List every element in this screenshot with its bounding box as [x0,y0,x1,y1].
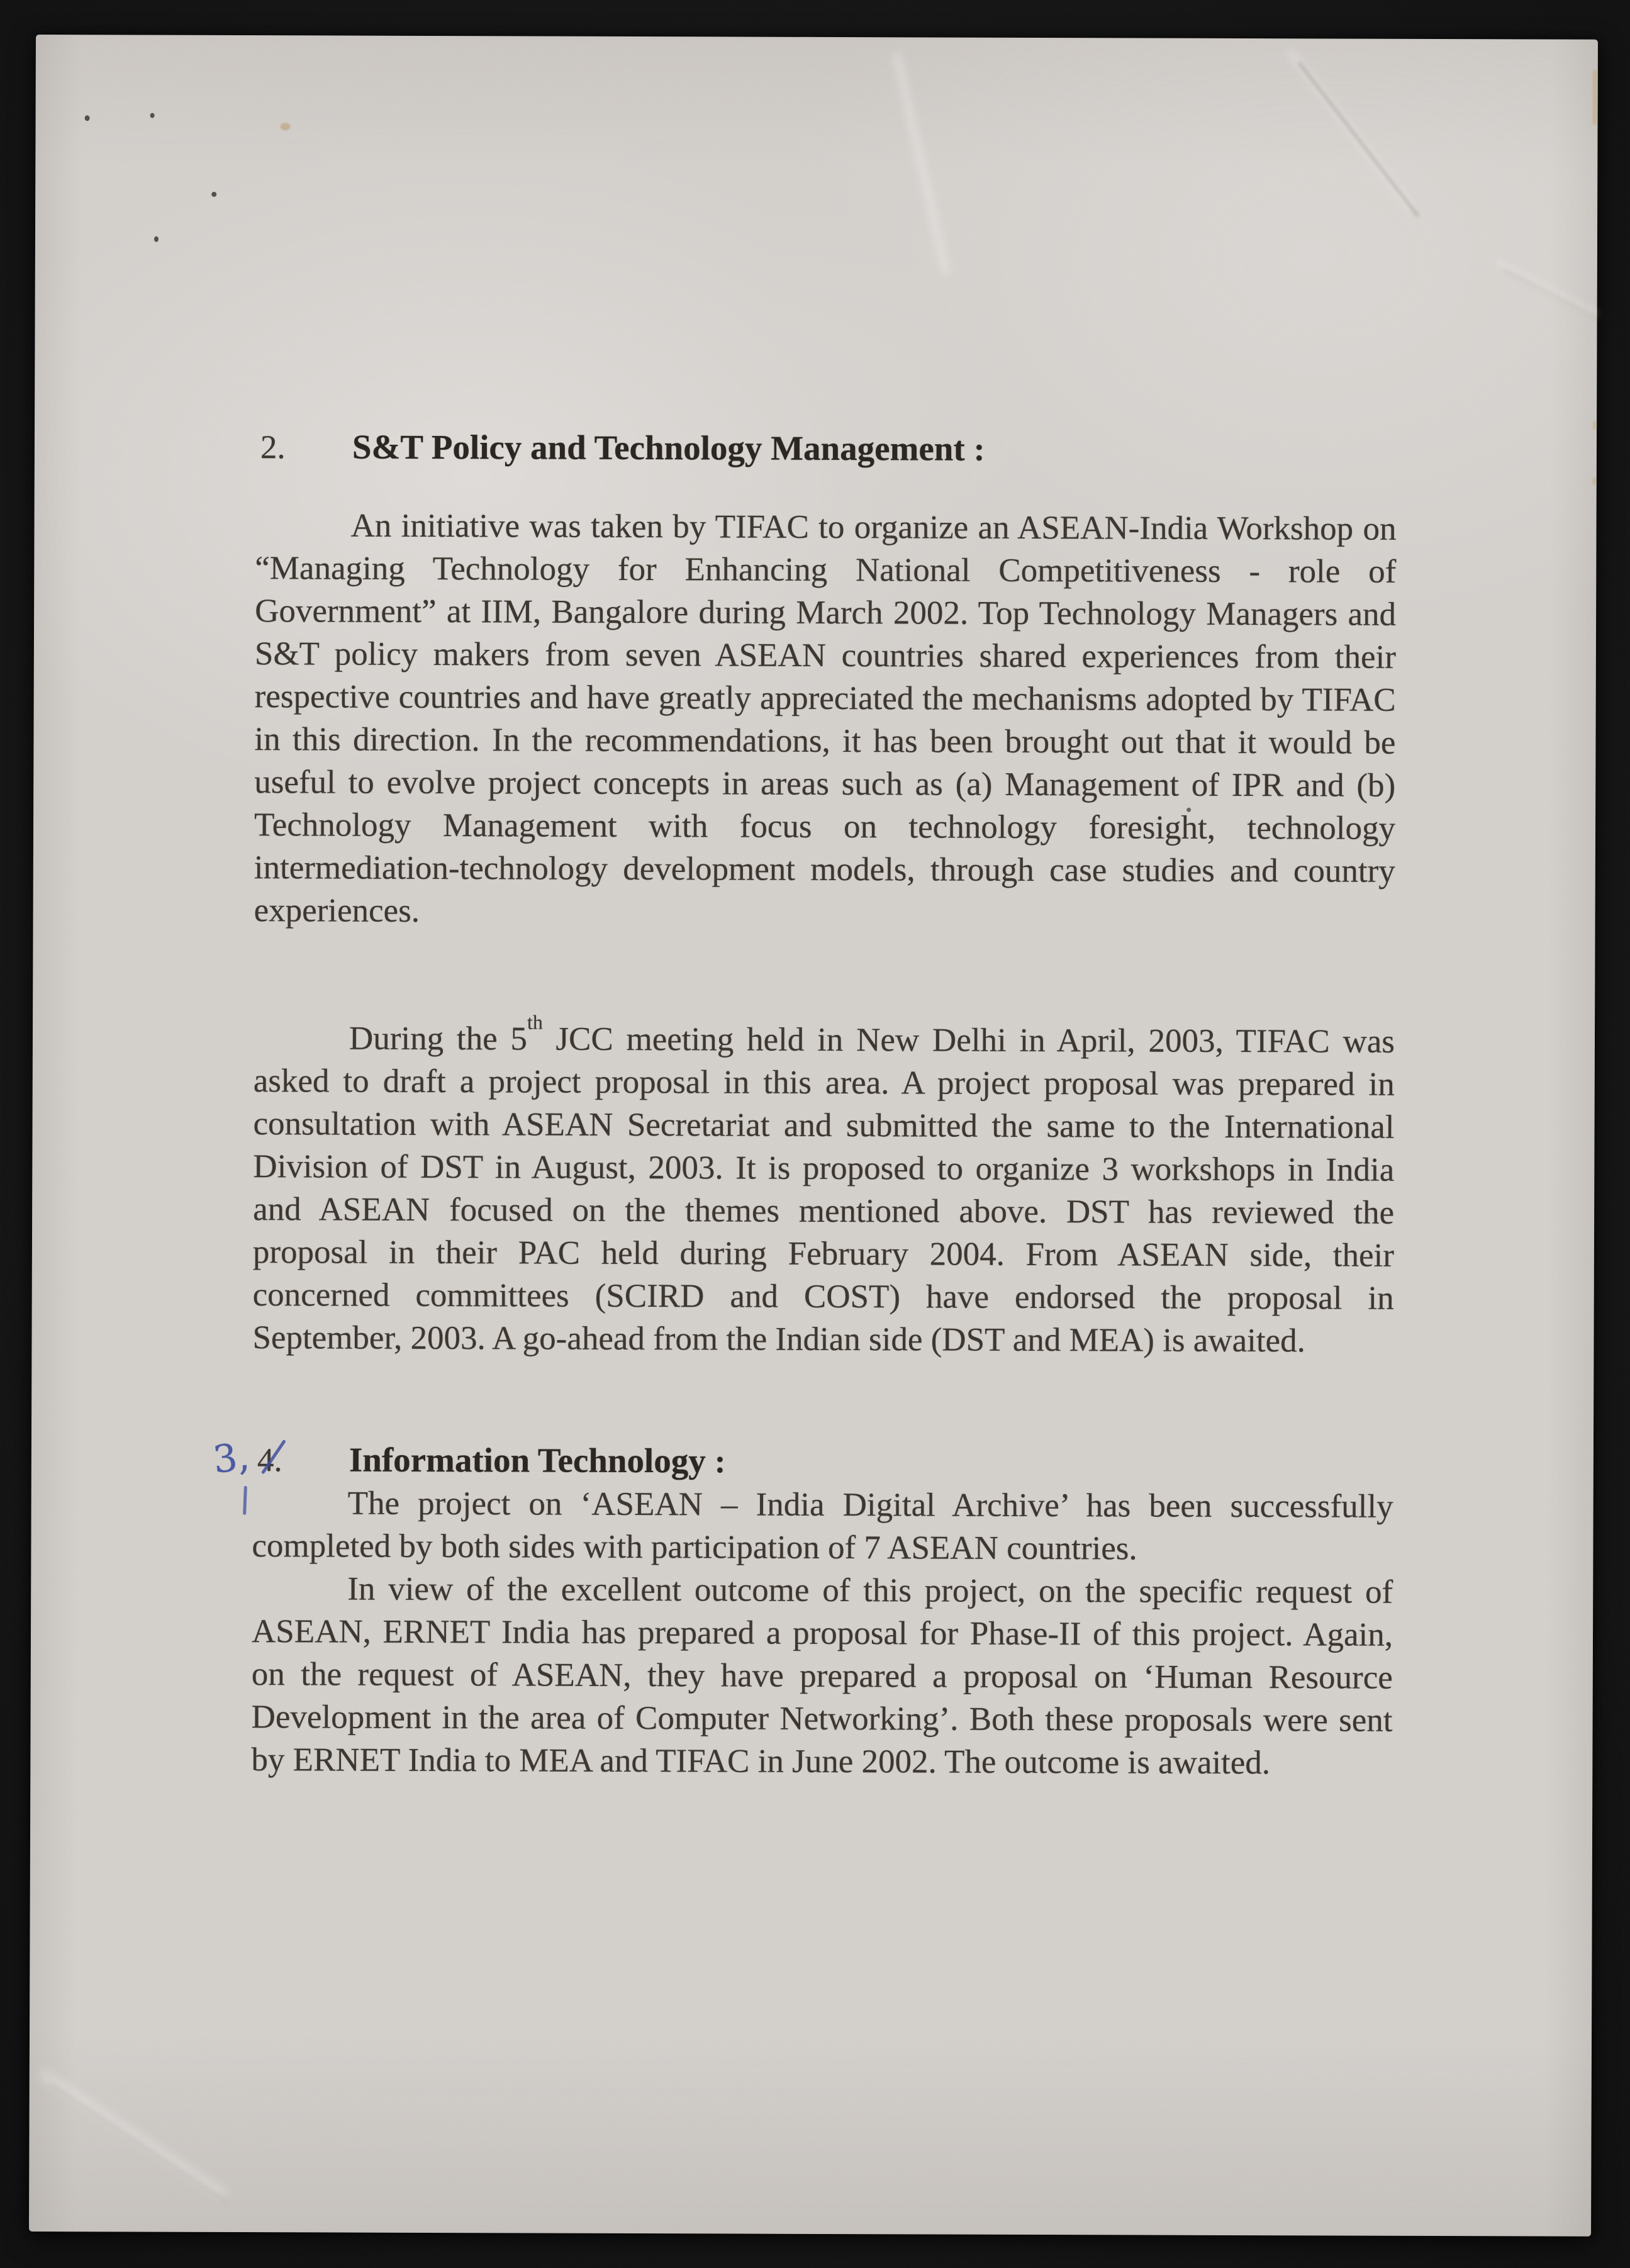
paper-texture [29,35,1598,2237]
document-page [29,35,1598,2237]
